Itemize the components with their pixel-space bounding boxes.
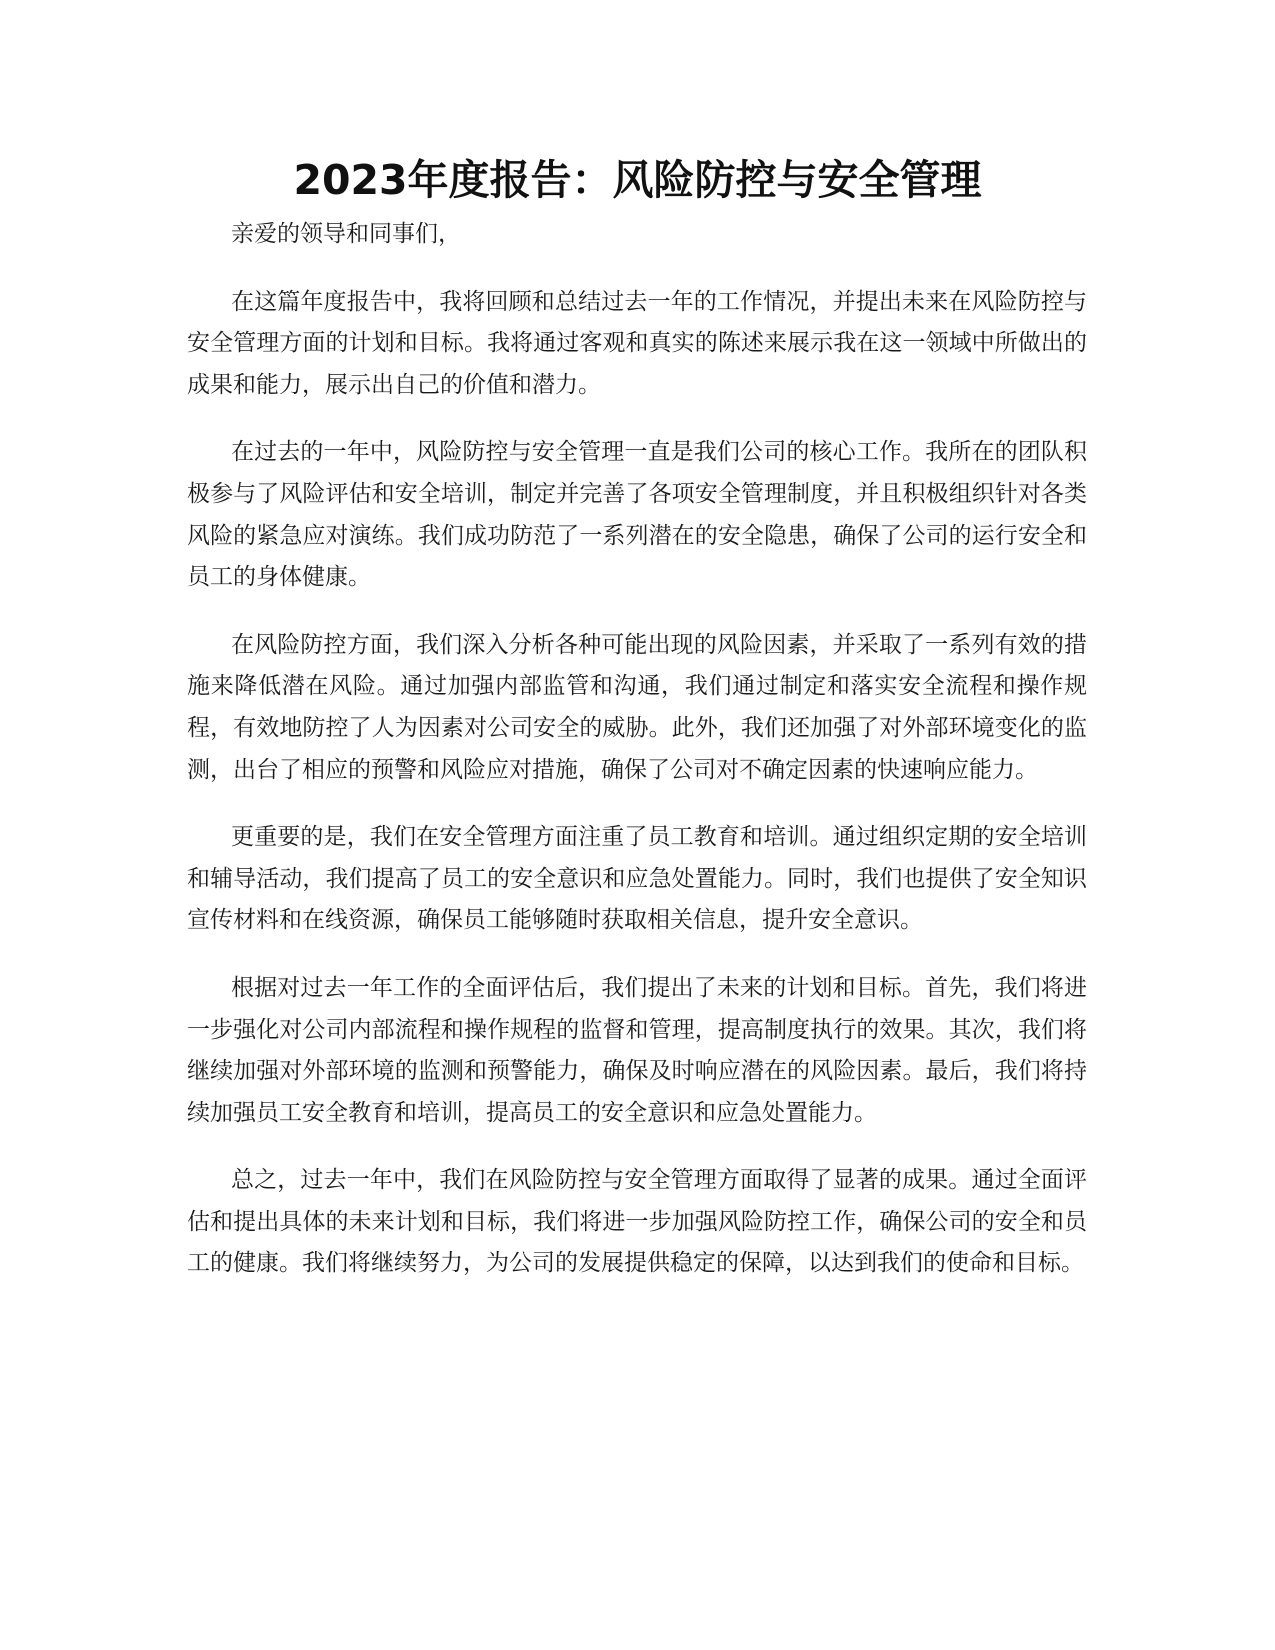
paragraph-intro: 在这篇年度报告中，我将回顾和总结过去一年的工作情况，并提出未来在风险防控与安全管理方面的计划和目标。我将通过客观和真实的陈述来展示我在这一领域中所做出的成果和能力，展示出自己的价值和潜力。 [187,288,1087,398]
paragraph-risk-control: 在风险防控方面，我们深入分析各种可能出现的风险因素，并采取了一系列有效的措施来降低潜在风险。通过加强内部监管和沟通，我们通过制定和落实安全流程和操作规程，有效地防控了人为因素对公司安全的威胁。此外，我们还加强了对外部环境变化的监测，出台了相应的预警和风险应对措施，确保了公司对不确定因素的快速响应能力。 [187,631,1087,783]
salutation: 亲爱的领导和同事们， [231,221,461,247]
document-title: 2023年度报告：风险防控与安全管理 [293,156,982,204]
document-body [187,214,1087,1311]
paragraph-conclusion: 总之，过去一年中，我们在风险防控与安全管理方面取得了显著的成果。通过全面评估和提出具体的未来计划和目标，我们将进一步加强风险防控工作，确保公司的安全和员工的健康。我们将继续努力，为公司的发展提供稳定的保障，以达到我们的使命和目标。 [187,1167,1087,1277]
paragraph-past-year: 在过去的一年中，风险防控与安全管理一直是我们公司的核心工作。我所在的团队积极参与了风险评估和安全培训，制定并完善了各项安全管理制度，并且积极组织针对各类风险的紧急应对演练。我们成功防范了一系列潜在的安全隐患，确保了公司的运行安全和员工的身体健康。 [187,439,1087,591]
paragraph-safety-training: 更重要的是，我们在安全管理方面注重了员工教育和培训。通过组织定期的安全培训和辅导活动，我们提高了员工的安全意识和应急处置能力。同时，我们也提供了安全知识宣传材料和在线资源，确保员工能够随时获取相关信息，提升安全意识。 [187,824,1087,934]
paragraph-future-plans: 根据对过去一年工作的全面评估后，我们提出了未来的计划和目标。首先，我们将进一步强化对公司内部流程和操作规程的监督和管理，提高制度执行的效果。其次，我们将继续加强对外部环境的监测和预警能力，确保及时响应潜在的风险因素。最后，我们将持续加强员工安全教育和培训，提高员工的安全意识和应急处置能力。 [187,974,1087,1126]
